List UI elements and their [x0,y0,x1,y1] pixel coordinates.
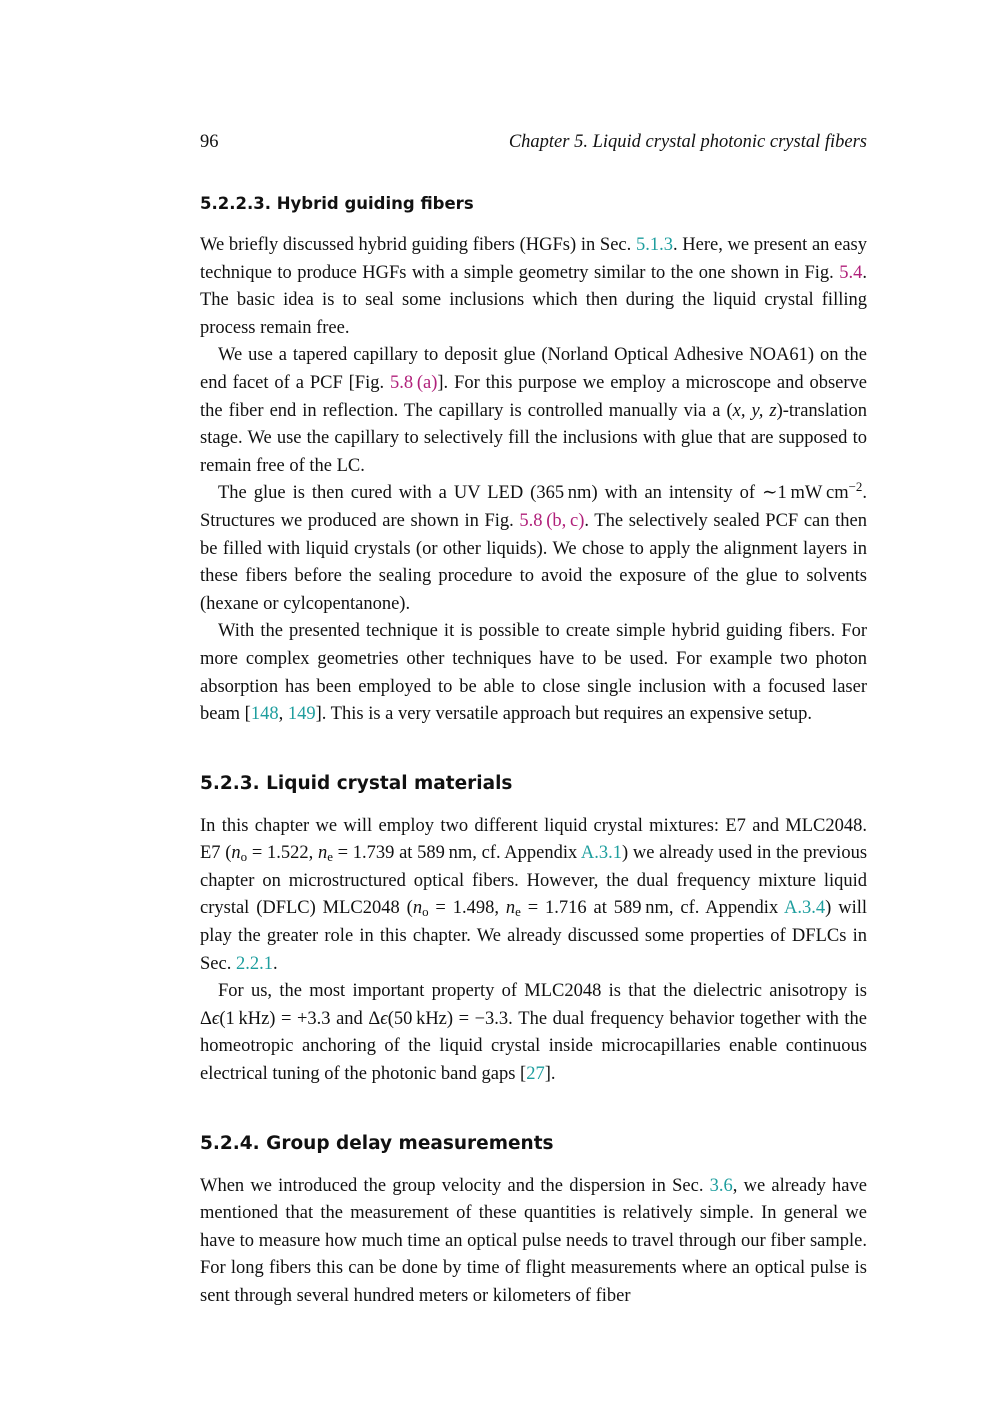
section-heading-group-delay-measurements: 5.2.4. Group delay measurements [200,1132,554,1154]
page-number: 96 [200,132,219,152]
figure-link[interactable]: 5.4 [839,262,863,283]
page-body [200,192,867,1311]
appendix-link[interactable]: A.3.4 [784,898,826,919]
paragraph: In this chapter we will employ two different liquid crystal mixtures: E7 and MLC2048. E7 ($n_o = 1.522$, $n_e = 1.739$ at 589 nm, cf. Appendix A.3.1) we already used in the previous chapter on microstructured optical fibers. However, the dual frequency mixture liquid crystal (DFLC) MLC2048 ($n_o = 1.498$, $n_e = 1.716$ at 589 nm, cf. Appendix A.3.4) will play the greater role in this chapter. We already discussed some properties of DFLCs in Sec. 2.2.1. [200,815,868,974]
paragraph: With the presented technique it is possible to create simple hybrid guiding fibers. For more complex geometries other techniques have to be used. For example two photon absorption has been employed to be able to close single inclusion with a focused laser beam [148, 149]. This is a very versatile approach but requires an expensive setup. [200,621,867,725]
section-link[interactable]: 2.2.1 [235,953,273,974]
math-coordinates: x, y, z [732,400,777,421]
section-link[interactable]: 3.6 [709,1175,733,1196]
paragraph: The glue is then cured with a UV LED (365 nm) with an intensity of ∼1 mW $cm^{-2}$. Structures we produced are shown in Fig. 5.8 (b, c). The selectively sealed PCF can then be filled with liquid crystals (or other liquids). We chose to apply the alignment layers in these fibers before the sealing procedure to avoid the exposure of the glue to solvents (hexane or cylcopentanone). [200,479,867,614]
figure-link[interactable]: 5.8 (a) [390,372,438,393]
citation-link[interactable]: 27 [526,1064,545,1085]
figure-link[interactable]: 5.8 (b, c) [519,510,585,531]
subsection-heading-hybrid-guiding-fibers: 5.2.2.3. Hybrid guiding fibers [200,194,474,213]
section-heading-liquid-crystal-materials: 5.2.3. Liquid crystal materials [200,772,513,794]
paragraph: For us, the most important property of MLC2048 is that the dielectric anisotropy is Δϵ(1 kHz) = +3.3 and Δϵ(50 kHz) = −3.3. The dual frequency behavior together with the homeotropic anchoring of the liquid crystal inside microcapillaries enable continuous electrical tuning of the photonic band gaps [27]. [200,981,867,1085]
paragraph: We use a tapered capillary to deposit glue (Norland Optical Adhesive NOA61) on the end facet of a PCF [Fig. 5.8 (a)]. For this purpose we employ a microscope and observe the fiber end in reflection. The capillary is controlled manually via a (x, y, z)-translation stage. We use the capillary to selectively fill the inclusions with glue that are supposed to remain free of the LC. [200,345,868,476]
chapter-title: Chapter 5. Liquid crystal photonic crystal fibers [508,132,867,152]
citation-link[interactable]: 148 [250,704,279,725]
paragraph: When we introduced the group velocity and the dispersion in Sec. 3.6, we already have mentioned that the measurement of these quantities is relatively simple. In general we have to measure how much time an optical pulse needs to travel through our fiber sample. For long fibers this can be done by time of flight measurements where an optical pulse is sent through several hundred meters or kilometers of fiber [200,1175,867,1306]
paragraph: We briefly discussed hybrid guiding fibers (HGFs) in Sec. 5.1.3. Here, we present an easy technique to produce HGFs with a simple geometry similar to the one shown in Fig. 5.4. The basic idea is to seal some inclusions which then during the liquid crystal filling process remain free. [200,235,867,338]
section-link[interactable]: 5.1.3 [635,235,673,255]
running-header [200,132,867,156]
citation-link[interactable]: 149 [287,704,316,725]
appendix-link[interactable]: A.3.1 [580,843,623,864]
